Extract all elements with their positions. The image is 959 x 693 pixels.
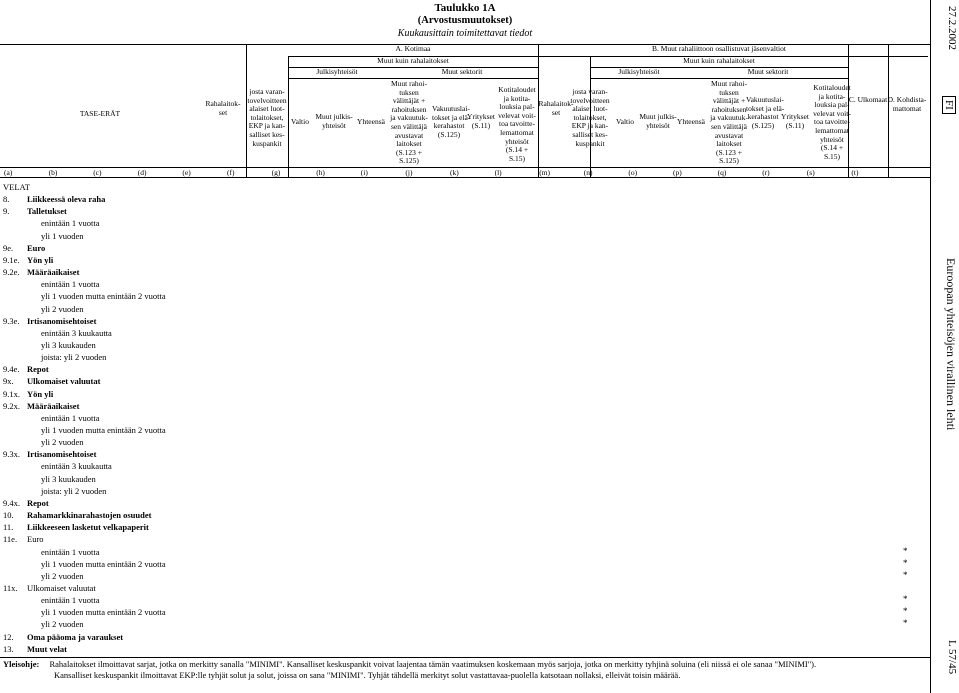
table-row: [3, 375, 100, 387]
table-row: [3, 303, 84, 315]
column-id: (c): [93, 168, 102, 177]
row-label: Euro: [27, 534, 44, 545]
row-number: 11.: [3, 522, 14, 533]
footer-text-2: Kansalliset keskuspankit ilmoittavat EKP:lle tyhjät solut ja solut, joissa on sana "MINIMI". Tyhjät tähdellä merkityt solut vastattavaa-puolella katsotaan nollaksi, elleivät toisin määrää.: [54, 670, 681, 680]
column-id: (g): [271, 168, 281, 177]
row-label: Ulkomaiset valuutat: [27, 376, 101, 387]
row-number: 9e.: [3, 242, 14, 253]
row-label: enintään 1 vuotta: [41, 412, 100, 423]
row-star-marker: *: [903, 606, 908, 617]
table-row: [3, 315, 96, 327]
column-id: (n): [583, 168, 593, 177]
row-label: enintään 1 vuotta: [41, 595, 100, 606]
group-a-kotimaa: A. Kotimaa: [395, 44, 431, 53]
row-number: 10.: [3, 510, 14, 521]
row-label: Määräaikaiset: [27, 400, 80, 411]
col-yhteensa-b: Yhteensä: [677, 117, 705, 126]
footer-label: Yleisohje:: [3, 659, 40, 669]
table-row: [3, 327, 112, 339]
table-row: [3, 582, 96, 594]
row-label: Yön yli: [27, 388, 54, 399]
row-star-marker: *: [903, 557, 908, 568]
row-number: 9x.: [3, 376, 14, 387]
column-id: (f): [227, 168, 235, 177]
side-lang: FI: [942, 96, 956, 114]
table-row: [3, 558, 166, 570]
table-row: [3, 618, 84, 630]
group-a-muut-sektorit: Muut sektorit: [441, 67, 483, 76]
col-c-ulkomaat: C. Ulkomaat: [848, 95, 888, 104]
table-row: [3, 266, 79, 278]
table-row: [3, 230, 84, 242]
row-number: 12.: [3, 631, 14, 642]
row-label: Irtisanomisehtoiset: [27, 449, 97, 460]
table-subtitle: (Arvostusmuutokset): [417, 15, 513, 26]
col-yritykset-b: Yritykset (S.11): [781, 112, 809, 130]
table-row: [3, 193, 105, 205]
col-muut-rahoitus-a: Muut rahoi- tuksen välittäjät + rahoituksen ja vakuutuk- sen välittäjä avustavat laitokset (S.123 + S.125): [390, 79, 428, 166]
row-label: enintään 1 vuotta: [41, 218, 100, 229]
column-id: (d): [137, 168, 147, 177]
row-label: yli 1 vuoden: [41, 230, 84, 241]
group-a-julkis: Julkisyhteisöt: [316, 67, 358, 76]
table-row: [3, 181, 30, 193]
row-label: Liikkeessä oleva raha: [27, 194, 106, 205]
table-row: [3, 424, 166, 436]
row-number: VELAT: [3, 182, 30, 192]
table-row: [3, 546, 100, 558]
row-label: joista: yli 2 vuoden: [41, 485, 107, 496]
column-id: (o): [628, 168, 638, 177]
column-id: (i): [360, 168, 368, 177]
row-number: 8.: [3, 194, 10, 205]
column-id: (s): [806, 168, 815, 177]
row-number: 9.4x.: [3, 497, 20, 508]
table-row: [3, 278, 100, 290]
row-star-marker: *: [903, 545, 908, 556]
row-label: yli 3 kuukauden: [41, 473, 96, 484]
row-label: yli 2 vuoden: [41, 619, 84, 630]
group-b-muut: B. Muut rahaliittoon osallistuvat jäsenvaltiot: [652, 44, 786, 53]
table-row: [3, 388, 53, 400]
column-id: (j): [405, 168, 413, 177]
row-number: 11x.: [3, 582, 18, 593]
col-yritykset-a: Yritykset (S.11): [467, 112, 495, 130]
row-number: 11e.: [3, 534, 18, 545]
table-row: [3, 436, 84, 448]
table-row: [3, 242, 45, 254]
column-id: (e): [182, 168, 191, 177]
row-number: 9.3x.: [3, 449, 20, 460]
table-title: Taulukko 1A: [434, 2, 496, 14]
row-label: Määräaikaiset: [27, 267, 80, 278]
table-row: [3, 448, 96, 460]
col-valtio-b: Valtio: [616, 117, 634, 126]
row-label: Oma pääoma ja varaukset: [27, 631, 124, 642]
table-row: [3, 290, 166, 302]
row-label: Repot: [27, 497, 49, 508]
table-row: [3, 351, 106, 363]
row-label: Liikkeeseen lasketut velkapaperit: [27, 522, 149, 533]
table-row: [3, 460, 112, 472]
column-id: (h): [316, 168, 325, 177]
footer-text-1: Rahalaitokset ilmoittavat sarjat, jotka on merkitty sanalla "MINIMI". Kansalliset keskuspankit voivat laajentaa tämän vaatimuksen koskemaan myös sarjoja, jotka on merkitty tyhjinä soluina (eli niissä ei ole sanaa "MINIMI").: [49, 659, 817, 669]
table-row: [3, 485, 106, 497]
table-row: [3, 254, 53, 266]
column-id: (r): [762, 168, 770, 177]
table-row: [3, 363, 49, 375]
col-tase-erat: TASE-ERÄT: [79, 109, 121, 118]
side-journal: Euroopan yhteisöjen virallinen lehti: [944, 258, 958, 431]
col-kotitaloudet-a: Kotitaloudet ja kotita- louksia pal- velevat voit- toa tavoitte- lemattomat yhteisöt (S.14 + S.15): [498, 85, 536, 163]
col-muut-julkis-b: Muut julkis- yhteisöt: [639, 112, 677, 130]
col-josta-b: josta varan- tovelvoitteen alaiset luot- tolaitokset, EKP ja kan- salliset kes- kuspankit: [570, 87, 610, 148]
column-id: (q): [717, 168, 727, 177]
row-label: yli 3 kuukauden: [41, 339, 96, 350]
table-row: [3, 594, 100, 606]
row-label: yli 1 vuoden mutta enintään 2 vuotta: [41, 607, 166, 618]
row-label: enintään 3 kuukautta: [41, 461, 112, 472]
table-row: [3, 631, 123, 643]
row-star-marker: *: [903, 594, 908, 605]
col-valtio-a: Valtio: [291, 117, 309, 126]
table-row: [3, 509, 151, 521]
general-instructions: [3, 659, 903, 681]
column-id: (b): [48, 168, 58, 177]
table-row: [3, 473, 96, 485]
row-label: Rahamarkkinarahastojen osuudet: [27, 510, 152, 521]
row-label: yli 2 vuoden: [41, 303, 84, 314]
column-id: (p): [673, 168, 682, 177]
table-row: [3, 521, 149, 533]
side-ref: L 57/45: [946, 640, 958, 675]
group-b-muut-sektorit: Muut sektorit: [747, 67, 789, 76]
row-label: Talletukset: [27, 206, 67, 217]
table-row: [3, 570, 84, 582]
row-star-marker: *: [903, 618, 908, 629]
col-josta-a: josta varan- tovelvoitteen alaiset luot- tolaitokset, EKP ja kan- salliset kes- kuspankit: [247, 87, 287, 148]
col-yhteensa-a: Yhteensä: [357, 117, 385, 126]
column-id: (k): [450, 168, 459, 177]
row-number: 9.1e.: [3, 254, 20, 265]
col-rahalaitokset-a: Rahalaitok- set: [205, 99, 241, 117]
row-number: 9.2e.: [3, 267, 20, 278]
row-label: yli 1 vuoden mutta enintään 2 vuotta: [41, 558, 166, 569]
group-a-muut-kuin-rl: Muut kuin rahalaitokset: [377, 56, 449, 65]
row-label: Euro: [27, 242, 46, 253]
col-muut-rahoitus-b: Muut rahoi- tuksen välittäjät + rahoituksen ja vakuutuk- sen välittäjä avustavat laitokset (S.123 + S.125): [710, 79, 748, 166]
col-d-kohdistamattomat: D. Kohdista- mattomat: [887, 95, 927, 113]
table-subsubtitle: Kuukausittain toimitettavat tiedot: [397, 28, 533, 39]
row-number: 9.: [3, 206, 10, 217]
column-id: (t): [851, 168, 859, 177]
col-rahalaitokset-b: Rahalaitok- set: [538, 99, 574, 117]
row-label: Repot: [27, 364, 49, 375]
table-row: [3, 497, 49, 509]
row-star-marker: *: [903, 569, 908, 580]
table-row: [3, 217, 100, 229]
row-label: Ulkomaiset valuutat: [27, 582, 96, 593]
col-kotitaloudet-b: Kotitaloudet ja kotita- louksia pal- velevat voit- toa tavoitte- lemattomat yhteisöt (S.14 + S.15): [813, 83, 851, 161]
column-id: (l): [494, 168, 502, 177]
group-b-julkis: Julkisyhteisöt: [618, 67, 660, 76]
row-number: 9.2x.: [3, 400, 20, 411]
table-row: [3, 533, 44, 545]
row-label: yli 2 vuoden: [41, 437, 84, 448]
row-number: 13.: [3, 643, 14, 654]
table-row: [3, 412, 100, 424]
col-muut-julkis-a: Muut julkis- yhteisöt: [315, 112, 353, 130]
row-number: 9.4e.: [3, 364, 20, 375]
table-row: [3, 339, 96, 351]
column-id: (m): [539, 168, 551, 177]
row-label: yli 2 vuoden: [41, 570, 84, 581]
row-label: enintään 1 vuotta: [41, 546, 100, 557]
table-row: [3, 205, 67, 217]
row-label: Muut velat: [27, 643, 67, 654]
side-date: 27.2.2002: [946, 6, 958, 50]
table-row: [3, 400, 79, 412]
row-label: joista: yli 2 vuoden: [41, 352, 107, 363]
table-row: [3, 606, 166, 618]
row-number: 9.3e.: [3, 315, 20, 326]
row-number: 9.1x.: [3, 388, 20, 399]
group-b-muut-kuin-rl: Muut kuin rahalaitokset: [683, 56, 755, 65]
row-label: Yön yli: [27, 254, 54, 265]
col-vakuutus-a: Vakuutuslai- tokset ja elä- kerahastot (S.125): [432, 104, 471, 139]
row-label: Irtisanomisehtoiset: [27, 315, 97, 326]
row-label: enintään 1 vuotta: [41, 279, 100, 290]
row-label: yli 1 vuoden mutta enintään 2 vuotta: [41, 425, 166, 435]
row-label: enintään 3 kuukautta: [41, 327, 112, 338]
table-row: [3, 643, 67, 655]
row-label: yli 1 vuoden mutta enintään 2 vuotta: [41, 291, 166, 302]
col-vakuutus-b: Vakuutuslai- tokset ja elä- kerahastot (S.125): [746, 95, 785, 130]
column-id: (a): [4, 168, 13, 177]
